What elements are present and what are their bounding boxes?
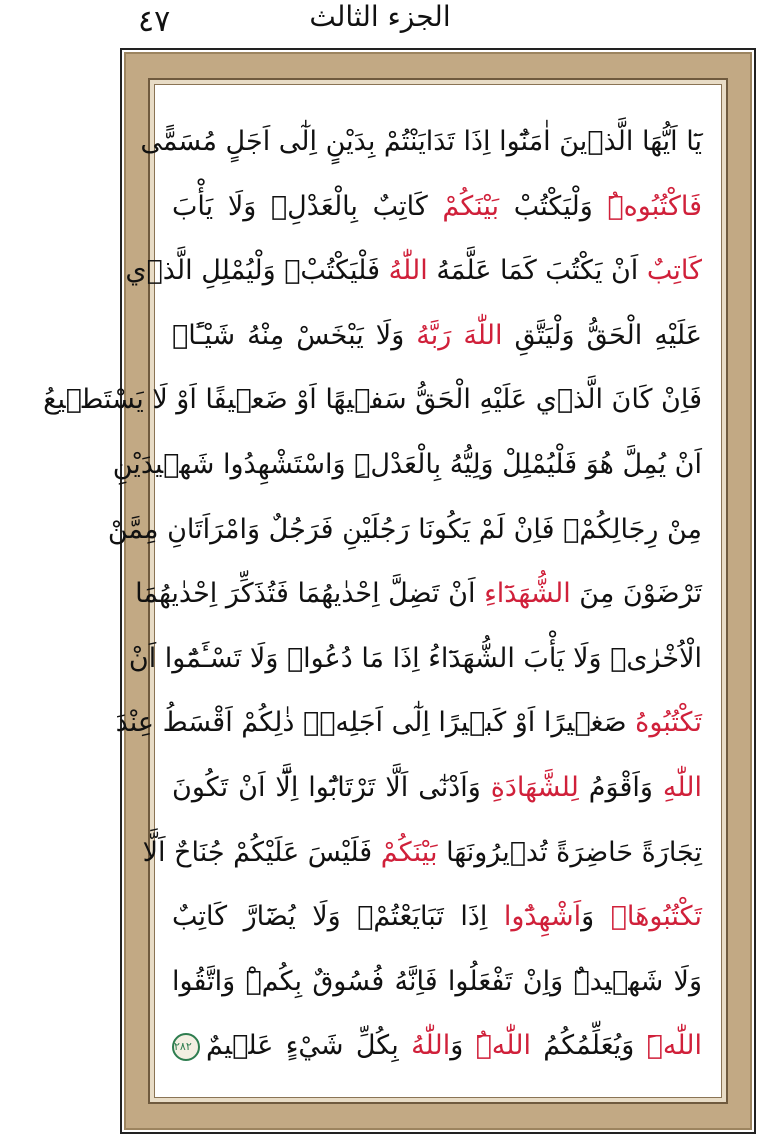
divine-name-text: اللّٰهَ رَبَّهُ — [416, 319, 503, 351]
ayah-number-marker: ٢٨٢ — [172, 1033, 200, 1061]
verse-text: وَاَدْنٰٓى اَلَّا تَرْتَابُٓوا اِلَّٓا اَنْ تَكُونَ — [172, 771, 491, 803]
text-line — [125, 239, 702, 304]
verse-text: وَلْيَكْتُبْ — [499, 190, 608, 222]
verse-text: اَنْ يُمِلَّ هُوَ فَلْيُمْلِلْ وَلِيُّهُ بِالْعَدْلِۜ وَاسْتَشْهِدُوا شَه۪يدَيْنِ — [112, 448, 702, 480]
divine-name-text: كَاتِبٌ — [646, 255, 702, 287]
divine-name-text: فَاكْتُبُوهُۜ — [607, 190, 702, 222]
text-line — [172, 175, 702, 240]
verse-text: الْاُخْرٰىۜ وَلَا يَأْبَ الشُّهَدَٓاءُ اِذَا مَا دُعُواۜ وَلَا تَسْـَٔمُٓوا اَنْ — [128, 642, 702, 674]
text-line — [112, 433, 702, 498]
juz-title: الجزء الثالث — [309, 0, 451, 33]
divine-name-text: اَشْهِدُٓوا — [503, 901, 582, 933]
verse-text: فَلْيَكْتُبْۚ وَلْيُمْلِلِ الَّذ۪ي — [125, 255, 389, 287]
divine-name-text: اللّٰهُۜ — [475, 1030, 531, 1062]
divine-name-text: اللّٰهِ — [662, 771, 702, 803]
verse-text: عَلَيْهِ الْحَقُّ وَلْيَتَّقِ — [502, 319, 702, 351]
divine-name-text: الشُّهَدَٓاءِ — [484, 578, 571, 610]
verse-text: مِنْ رِجَالِكُمْۚ فَاِنْ لَمْ يَكُونَا رَجُلَيْنِ فَرَجُلٌ وَامْرَاَتَانِ مِمَّنْ — [107, 513, 702, 545]
verse-text: صَغ۪يرًا اَوْ كَب۪يرًا اِلٰٓى اَجَلِه۪ۜ ذٰلِكُمْ اَقْسَطُ عِنْدَ — [115, 707, 636, 739]
divine-name-text: تَكْتُبُوهَاۜ — [610, 901, 702, 933]
verse-text: كَاتِبٌ بِالْعَدْلِۖ وَلَا يَأْبَ — [172, 190, 443, 222]
text-line — [172, 950, 702, 1015]
text-line — [172, 1014, 702, 1079]
text-line — [128, 627, 702, 692]
verse-text: فَاِنْ كَانَ الَّذ۪ي عَلَيْهِ الْحَقُّ سَف۪يهًا اَوْ ضَع۪يفًا اَوْ لَا يَسْتَط۪يعُ — [43, 384, 702, 416]
page-number: ٤٧ — [138, 4, 171, 39]
verse-text: بِكُلِّ شَيْءٍ عَل۪يمٌ — [206, 1030, 412, 1062]
verse-text: وَلَا شَه۪يدٌۜ وَاِنْ تَفْعَلُوا فَاِنَّهُ فُسُوقٌ بِكُمْۜ وَاتَّقُوا — [172, 965, 702, 997]
divine-name-text: اللّٰهُ — [411, 1030, 451, 1062]
text-line — [172, 304, 702, 369]
divine-name-text: اللّٰهُ — [388, 255, 428, 287]
divine-name-text: بَيْنَكُمْ — [380, 836, 438, 868]
text-line — [43, 368, 702, 433]
verse-text: وَيُعَلِّمُكُمُ — [530, 1030, 647, 1062]
text-line — [172, 885, 702, 950]
text-line — [172, 756, 702, 821]
verse-text: وَ — [581, 901, 611, 933]
verse-text: وَ — [450, 1030, 476, 1062]
text-line — [140, 110, 702, 175]
verse-text: وَلَا يَبْخَسْ مِنْهُ شَيْـًٔاۜ — [172, 319, 417, 351]
text-line — [107, 498, 702, 563]
verse-text: اِذَا تَبَايَعْتُمْۖ وَلَا يُضَٓارَّ كَاتِبٌ — [172, 901, 504, 933]
text-line — [142, 821, 702, 886]
text-line — [135, 562, 702, 627]
verse-text: تَرْضَوْنَ مِنَ — [570, 578, 702, 610]
divine-name-text: بَيْنَكُمْ — [442, 190, 500, 222]
verse-text: اَنْ يَكْتُبَ كَمَا عَلَّمَهُ — [427, 255, 647, 287]
divine-name-text: تَكْتُبُوهُ — [635, 707, 702, 739]
divine-name-text: اللّٰهَۜ — [646, 1030, 703, 1062]
verse-text: وَاَقْوَمُ — [578, 771, 663, 803]
verse-text: فَلَيْسَ عَلَيْكُمْ جُنَاحٌ اَلَّا — [142, 836, 381, 868]
verse-text: يَٓا اَيُّهَا الَّذ۪ينَ اٰمَنُٓوا اِذَا تَدَايَنْتُمْ بِدَيْنٍ اِلٰٓى اَجَلٍ مُسَمًّى — [140, 126, 702, 157]
quran-text-block — [43, 110, 703, 1085]
verse-text: تِجَارَةً حَاضِرَةً تُد۪يرُونَهَا — [437, 836, 702, 868]
verse-text: اَنْ تَضِلَّ اِحْدٰيهُمَا فَتُذَكِّرَ اِحْدٰيهُمَا — [135, 578, 485, 610]
divine-name-text: لِلشَّهَادَةِ — [490, 771, 579, 803]
text-line — [115, 691, 702, 756]
